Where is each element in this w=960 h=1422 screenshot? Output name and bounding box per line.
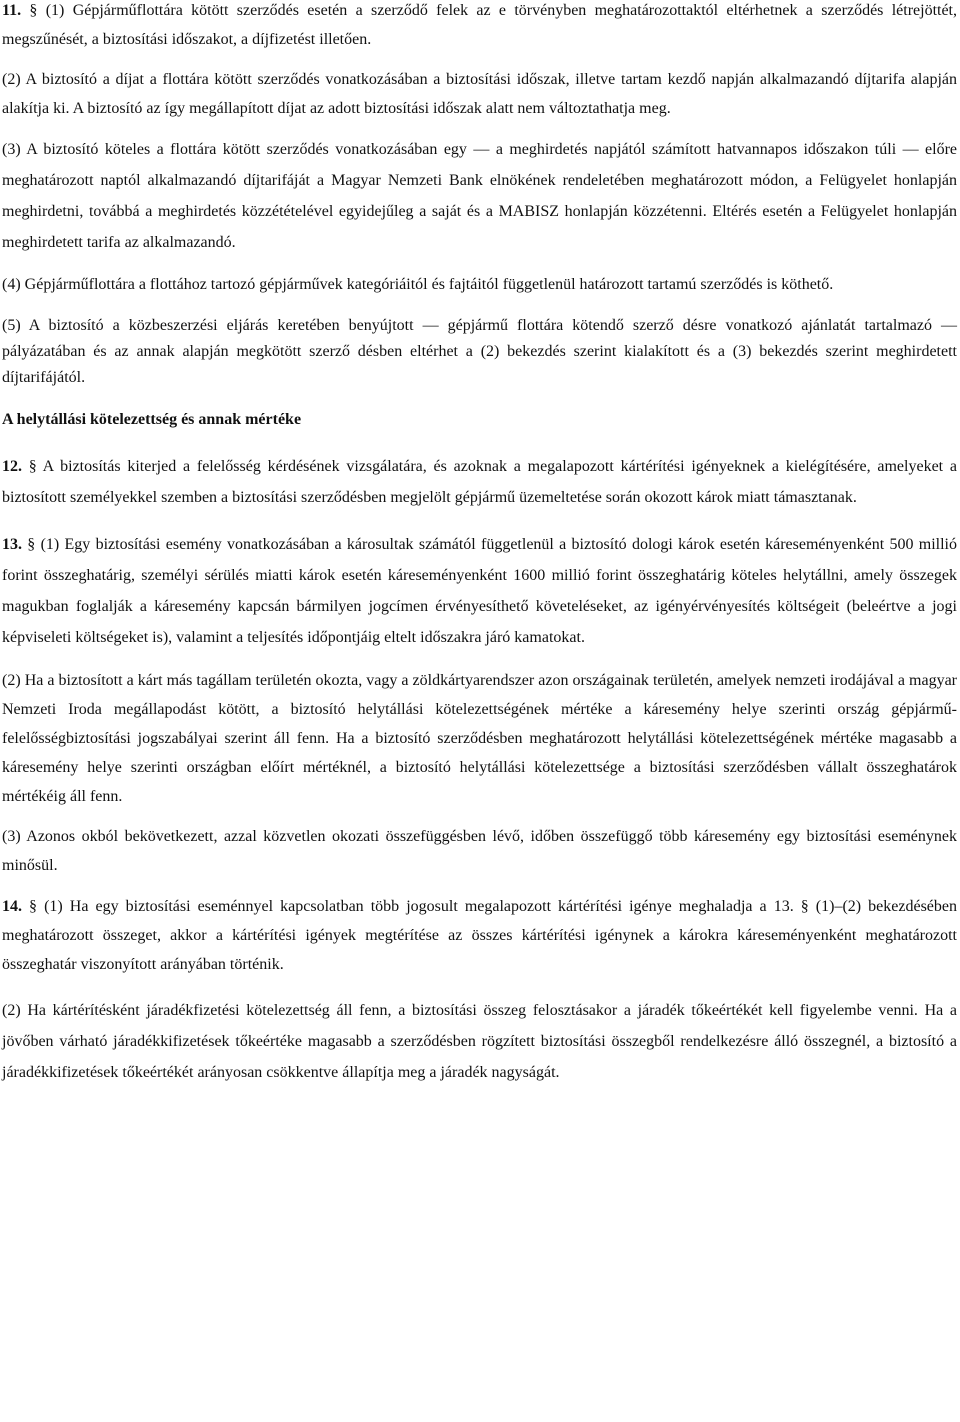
paragraph-13-3 bbox=[2, 822, 957, 880]
section-number: 11. bbox=[2, 2, 22, 19]
section-number: 13. bbox=[2, 536, 22, 553]
paragraph-11-3 bbox=[2, 134, 957, 258]
section-heading bbox=[2, 407, 957, 433]
paragraph-text: (2) Ha a biztosított a kárt más tagállam területén okozta, vagy a zöldkártyarendszer azon országainak területén, amelyek nemzeti irodájával a magyar Nemzeti Iroda megállapodást kötött, a biztosító helytállási kötelezettségének mértéke a káresemény helye szerinti ország gépjármű-felelősségbiztosítási jogszabályai szerint áll fenn. Ha a biztosító szerződésben meghatározott helytállási kötelezettségének mértéke magasabb a káresemény helye szerinti országban előírt mértéknél, a biztosító helytállási kötelezettsége a biztosítási szerződésben vállalt összeghatárok mértékéig áll fenn. bbox=[2, 672, 957, 805]
paragraph-14-1 bbox=[2, 892, 957, 979]
paragraph-text: § (1) Egy biztosítási esemény vonatkozásában a károsultak számától függetlenül a biztosító dologi károk esetén káreseményenként 500 millió forint összeghatárig, személyi sérülés miatti károk esetén káreseményenként 1600 millió forint összeghatárig köteles helytállni, amely összegek magukban foglalják a káresemény kapcsán bármilyen jogcímen érvényesíthető követeléseket, az igényérvényesítés költségeit (beleértve a jogi képviseleti költségeket is), valamint a teljesítés időpontjáig eltelt időszakra járó kamatokat. bbox=[2, 536, 957, 646]
paragraph-11-4 bbox=[2, 269, 957, 300]
paragraph-13-2 bbox=[2, 666, 957, 811]
paragraph-text: § A biztosítás kiterjed a felelősség kérdésének vizsgálatára, és azoknak a megalapozott kártérítési igényeknek a kielégítésére, amelyeket a biztosított személyekkel szemben a biztosítási szerződésben megjelölt gépjármű üzemeltetése során okozott károk miatt támasztanak. bbox=[2, 458, 957, 506]
paragraph-13-1 bbox=[2, 529, 957, 653]
paragraph-text: (2) Ha kártérítésként járadékfizetési kötelezettség áll fenn, a biztosítási összeg felosztásakor a járadék tőkeértékét kell figyelembe venni. Ha a jövőben várható járadékkifizetések tőkeértéke magasabb a szerződésben rögzített biztosítási összegből rendelkezésre álló összegnél, a biztosító a járadékkifizetések tőkeértékét arányosan csökkentve állapítja meg a járadék nagyságát. bbox=[2, 1002, 957, 1081]
paragraph-14-2 bbox=[2, 995, 957, 1088]
paragraph-text: (2) A biztosító a díjat a flottára kötött szerződés vonatkozásában a biztosítási időszak, illetve tartam kezdő napján alkalmazandó díjtarifa alapján alakítja ki. A biztosító az így megállapított díjat az adott biztosítási időszak alatt nem változtathatja meg. bbox=[2, 71, 957, 117]
paragraph-12 bbox=[2, 451, 957, 513]
paragraph-text: (3) Azonos okból bekövetkezett, azzal közvetlen okozati összefüggésben lévő, időben összefüggő több káresemény egy biztosítási eseménynek minősül. bbox=[2, 828, 957, 874]
paragraph-text: § (1) Ha egy biztosítási eseménnyel kapcsolatban több jogosult megalapozott kártérítési igénye meghaladja a 13. § (1)–(2) bekezdésében meghatározott összeget, akkor a kártérítési igények megtérítése az összes kártérítési igénynek a károkra káreseményenként meghatározott összeghatár viszonyított arányában történik. bbox=[2, 898, 957, 973]
paragraph-text: (3) A biztosító köteles a flottára kötött szerződés vonatkozásában egy — a meghirdetés napjától számított hatvannapos időszakon túli — előre meghatározott naptól alkalmazandó díjtarifáját a Magyar Nemzeti Bank elnökének rendeletében meghatározott módon, a Felügyelet honlapján meghirdetni, továbbá a meghirdetés közzétételével egyidejűleg a saját és a MABISZ honlapján közzétenni. Eltérés esetén a Felügyelet honlapján meghirdetett tarifa az alkalmazandó. bbox=[2, 141, 957, 251]
paragraph-text: (4) Gépjárműflottára a flottához tartozó gépjárművek kategóriáitól és fajtáitól függetlenül határozott tartamú szerződés is köthető. bbox=[2, 276, 834, 293]
paragraph-text: § (1) Gépjárműflottára kötött szerződés esetén a szerződő felek az e törvényben meghatározottaktól eltérhetnek a szerződés létrejöttét, megszűnését, a biztosítási időszakot, a díjfizetést illetően. bbox=[2, 2, 957, 48]
paragraph-11-5 bbox=[2, 313, 957, 391]
section-number: 12. bbox=[2, 458, 22, 475]
paragraph-11-1 bbox=[2, 0, 957, 54]
paragraph-text: (5) A biztosító a közbeszerzési eljárás keretében benyújtott — gépjármű flottára kötendő szerző désre vonatkozó ajánlatát tartalmazó — pályázatában és az annak alapján megkötött szerző désben eltérhet a (2) bekezdés szerint kialakított és a (3) bekezdés szerint meghirdetett díjtarifájától. bbox=[2, 317, 957, 386]
heading-text: A helytállási kötelezettség és annak mértéke bbox=[2, 411, 302, 428]
section-number: 14. bbox=[2, 898, 22, 915]
paragraph-11-2 bbox=[2, 65, 957, 123]
